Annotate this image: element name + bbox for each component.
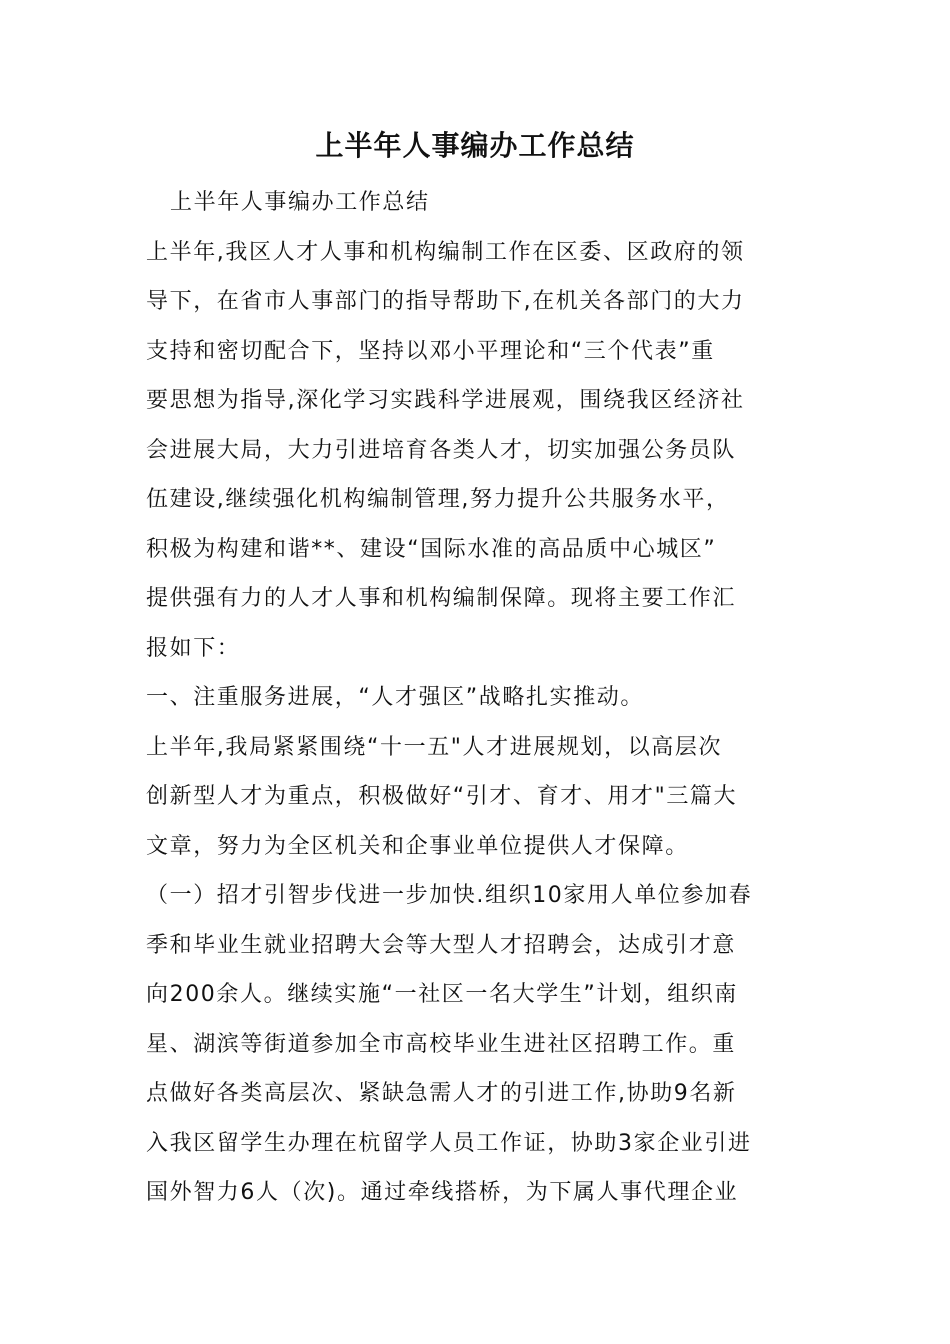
body-line: 会进展大局，大力引进培育各类人才，切实加强公务员队 [146,437,737,463]
body-line: 报如下： [146,635,241,661]
body-line: 国外智力6人（次)。通过牵线搭桥，为下属人事代理企业 [146,1180,739,1205]
body-line: 季和毕业生就业招聘大会等大型人才招聘会，达成引才意 [146,932,737,958]
body-line: 伍建设,继续强化机构编制管理,努力提升公共服务水平， [146,487,730,512]
body-line: 向200余人。继续实施“一社区一名大学生”计划，组织南 [146,982,738,1007]
body-line: 点做好各类高层次、紧缺急需人才的引进工作,协助9名新 [146,1081,737,1106]
body-line: 提供强有力的人才人事和机构编制保障。现将主要工作汇 [146,586,737,611]
body-line: 上半年人事编办工作总结 [170,190,430,215]
body-line: 文章，努力为全区机关和企事业单位提供人才保障。 [146,833,689,859]
document-body [146,178,816,1218]
body-line: 要思想为指导,深化学习实践科学进展观，围绕我区经济社 [146,388,745,413]
body-line: 星、湖滨等街道参加全市高校毕业生进社区招聘工作。重 [146,1031,737,1057]
body-line: 上半年,我区人才人事和机构编制工作在区委、区政府的领 [146,239,745,265]
body-line: 入我区留学生办理在杭留学人员工作证，协助3家企业引进 [146,1130,752,1156]
subsection-line: （一）招才引智步伐进一步加快.组织10家用人单位参加春 [146,883,753,908]
section-heading: 一、注重服务进展，“人才强区”战略扎实推动。 [146,685,644,710]
body-line: 上半年,我局紧紧围绕“十一五"人才进展规划，以高层次 [146,734,723,760]
body-line: 创新型人才为重点，积极做好“引才、育才、用才"三篇大 [146,784,738,809]
document-title: 上半年人事编办工作总结 [315,129,635,162]
body-line: 导下，在省市人事部门的指导帮助下,在机关各部门的大力 [146,289,745,314]
body-line: 支持和密切配合下，坚持以邓小平理论和“三个代表”重 [146,338,715,364]
body-line: 积极为构建和谐**、建设“国际水准的高品质中心城区” [146,536,717,562]
